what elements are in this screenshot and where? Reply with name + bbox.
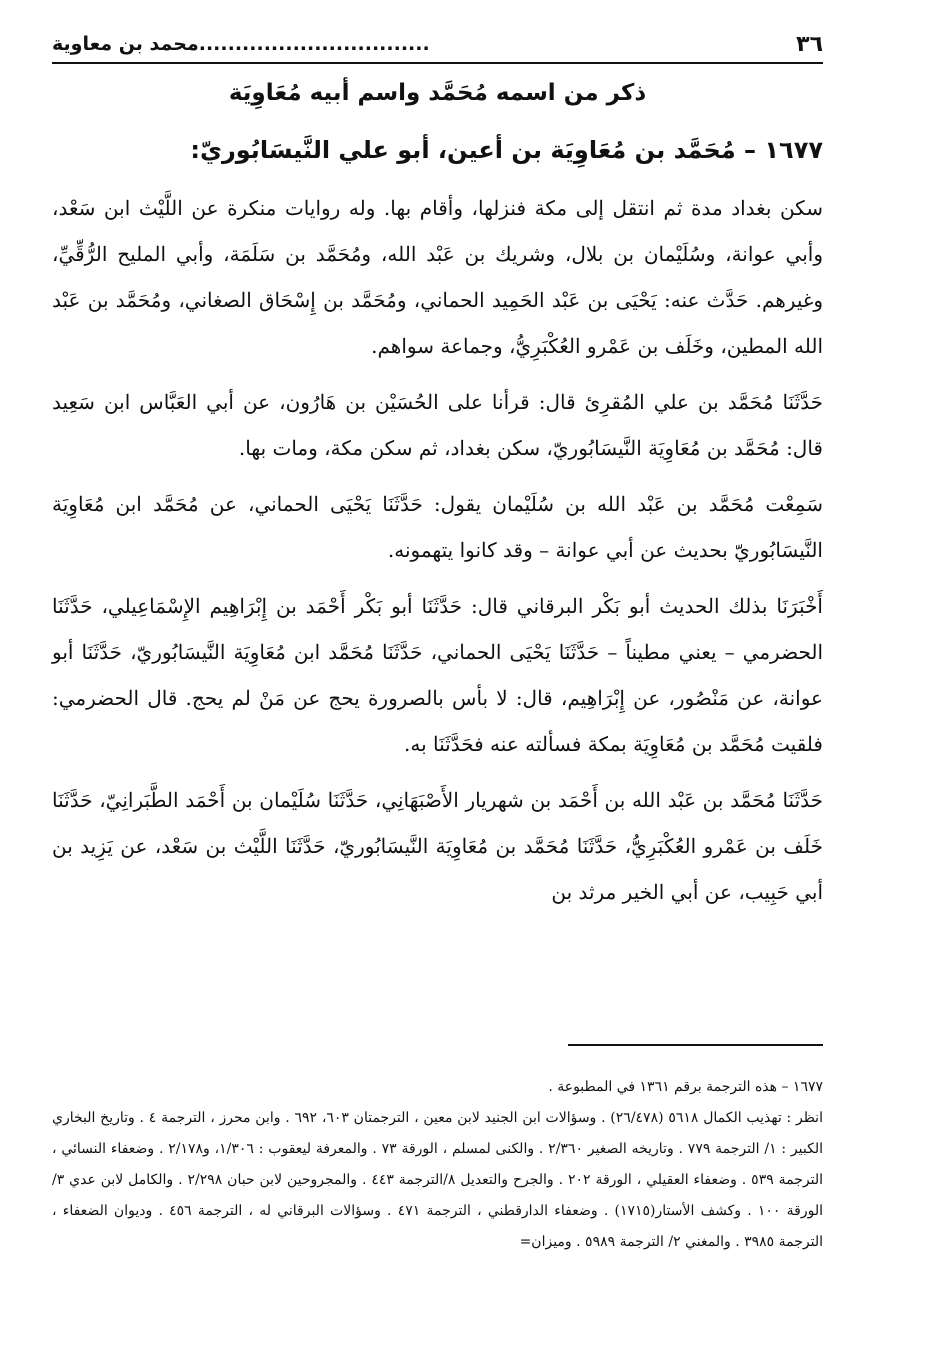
header-title: محمد بن معاوية	[52, 33, 199, 55]
running-title	[52, 33, 430, 55]
footnote-sources: انظر : تهذيب الكمال ٥٦١٨ (٢٦/٤٧٨) . وسؤالات ابن الجنيد لابن معين ، الترجمتان ٦٠٣، ٦٩٢ . وابن محرز ، الترجمة ٤ . وتاريخ البخاري الكبير : ١/ الترجمة ٧٧٩ . وتاريخه الصغير ٢/٣٦٠ . والكنى لمسلم ، الورقة ٧٣ . والمعرفة ليعقوب : ١/٣٠٦، و٢/١٧٨ . وضعفاء النسائي ، الترجمة ٥٣٩ . وضعفاء العقيلي ، الورقة ٢٠٢ . والجرح والتعديل ٨/الترجمة ٤٤٣ . والمجروحين لابن حبان ٢/٢٩٨ . والكامل لابن عدي ٣/ الورقة ١٠٠ . وكشف الأستار(١٧١٥) . وضعفاء الدارقطني ، الترجمة ٤٧١ . وسؤالات البرقاني له ، الترجمة ٤٥٦ . وديوان الضعفاء ، الترجمة ٣٩٨٥ . والمغني ٢/ الترجمة ٥٩٨٩ . وميزان=	[52, 1110, 824, 1250]
paragraph-narration-3: أَخْبَرَنَا بذلك الحديث أبو بَكْر البرقاني قال: حَدَّثَنَا أبو بَكْر أَحْمَد بن إِبْرَاهِيم الإِسْمَاعِيلي، حَدَّثَنَا الحضرمي – يعني مطيناً – حَدَّثَنَا يَحْيَى الحماني، حَدَّثَنَا مُحَمَّد ابن مُعَاوِيَة النَّيسَابُوريّ، حَدَّثَنَا أبو عوانة، عن مَنْصُور، عن إِبْرَاهِيم، قال: لا بأس بالصرورة يحج عن مَنْ لم يحج. قال الحضرمي: فلقيت مُحَمَّد بن مُعَاوِيَة بمكة فسألته عنه فحَدَّثَنَا به.	[52, 594, 823, 756]
body-text	[52, 185, 823, 925]
entry-number: ١٦٧٧	[764, 136, 823, 164]
running-header	[52, 26, 823, 62]
paragraph-narration-2: سَمِعْت مُحَمَّد بن عَبْد الله بن سُلَيْمان يقول: حَدَّثَنَا يَحْيَى الحماني، عن مُحَمَّد ابن مُعَاوِيَة النَّيسَابُوريّ بحديث عن أبي عوانة – وقد كانوا يتهمونه.	[52, 492, 823, 562]
entry-dash: –	[744, 136, 757, 164]
footnote-entry-note: ١٦٧٧ – هذه الترجمة برقم ١٣٦١ في المطبوعة .	[548, 1079, 823, 1095]
entry-name: مُحَمَّد بن مُعَاوِيَة بن أعين، أبو علي النَّيسَابُوريّ:	[190, 136, 736, 164]
page-number: ٣٦	[796, 31, 823, 57]
footnote-rule	[568, 1044, 823, 1046]
footnotes	[52, 1072, 823, 1258]
header-rule	[52, 62, 823, 64]
paragraph-biography: سكن بغداد مدة ثم انتقل إلى مكة فنزلها، وأقام بها. وله روايات منكرة عن اللَّيْث ابن سَعْد، وأبي عوانة، وسُلَيْمان بن بلال، وشريك بن عَبْد الله، ومُحَمَّد بن سَلَمَة، وأبي المليح الرُّقِّيِّ، وغيرهم. حَدَّث عنه: يَحْيَى بن عَبْد الحَمِيد الحماني، ومُحَمَّد بن إِسْحَاق الصغاني، ومُحَمَّد بن عَبْد الله المطين، وخَلَف بن عَمْرو العُكْبَرِيُّ، وجماعة سواهم.	[52, 196, 823, 358]
paragraph-narration-4: حَدَّثَنَا مُحَمَّد بن عَبْد الله بن أَحْمَد بن شهريار الأَصْبَهَانِي، حَدَّثَنَا سُلَيْمان بن أَحْمَد الطَّبَرانِيّ، حَدَّثَنَا خَلَف بن عَمْرو العُكْبَرِيُّ، حَدَّثَنَا مُحَمَّد بن مُعَاوِيَة النَّيسَابُوريّ، حَدَّثَنَا اللَّيْث بن سَعْد، عن يَزِيد بن أبي حَبِيب، عن أبي الخير مرثد بن	[52, 788, 823, 904]
paragraph-narration-1: حَدَّثَنَا مُحَمَّد بن علي المُقرِئ قال: قرأنا على الحُسَيْن بن هَارُون، عن أبي العَبَّاس ابن سَعِيد قال: مُحَمَّد بن مُعَاوِيَة النَّيسَابُوريّ، سكن بغداد، ثم سكن مكة، ومات بها.	[52, 390, 823, 460]
header-dots: ................................	[198, 33, 430, 55]
section-heading: ذكر من اسمه مُحَمَّد واسم أبيه مُعَاوِيَة	[228, 80, 647, 106]
entry-heading	[52, 136, 823, 164]
